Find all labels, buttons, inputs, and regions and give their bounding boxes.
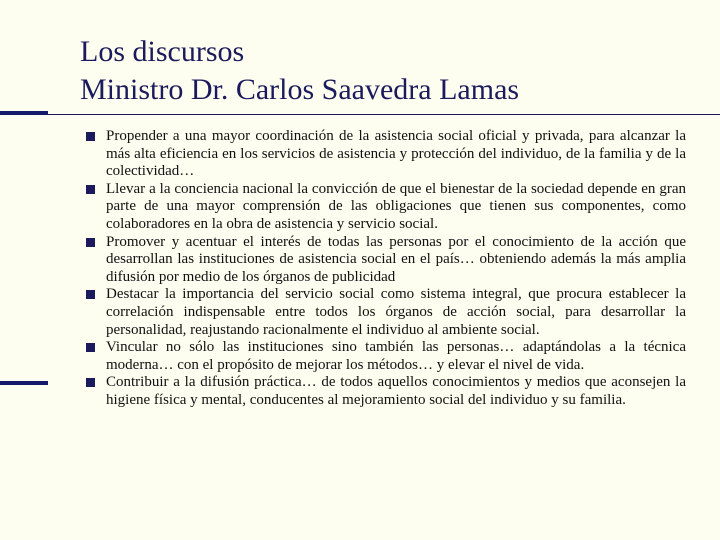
square-bullet-icon <box>86 378 95 387</box>
bullet-text: Propender a una mayor coordinación de la asistencia social oficial y privada, para alcanzar la más alta eficiencia en los servicios de asistencia y protección del individuo, de la familia y de la colectividad… <box>106 128 686 180</box>
bullet-item <box>86 181 686 234</box>
title-rule-accent <box>0 111 48 115</box>
title-line-2: Ministro Dr. Carlos Saavedra Lamas <box>80 73 520 106</box>
bullet-list <box>86 128 686 410</box>
bullet-text: Llevar a la conciencia nacional la convicción de que el bienestar de la sociedad depende en gran parte de una mayor comprensión de las obligaciones que tienen sus componentes, como colaboradores en la obra de asistencia y servicio social. <box>106 180 686 232</box>
bullet-item <box>86 234 686 287</box>
square-bullet-icon <box>86 343 95 352</box>
title-rule <box>48 114 720 115</box>
side-rule-accent <box>0 381 48 385</box>
bullet-text: Contribuir a la difusión práctica… de todos aquellos conocimientos y medios que aconsejen la higiene física y mental, conducentes al mejoramiento social del individuo y su familia. <box>106 374 686 408</box>
square-bullet-icon <box>86 132 95 141</box>
bullet-text: Destacar la importancia del servicio social como sistema integral, que procura establecer la correlación indispensable entre todos los órganos de acción social, para desarrollar la personalidad, reajustando racionalmente el individuo al ambiente social. <box>106 286 686 338</box>
bullet-item <box>86 286 686 339</box>
title-line-1: Los discursos <box>80 35 245 68</box>
square-bullet-icon <box>86 185 95 194</box>
square-bullet-icon <box>86 238 95 247</box>
bullet-item <box>86 128 686 181</box>
bullet-item <box>86 339 686 374</box>
bullet-text: Promover y acentuar el interés de todas las personas por el conocimiento de la acción que desarrollan las instituciones de asistencia social en el país… obteniendo además la más amplia difusión por medio de los órganos de publicidad <box>106 233 686 285</box>
bullet-text: Vincular no sólo las instituciones sino también las personas… adaptándolas a la técnica moderna… con el propósito de mejorar los métodos… y elevar el nivel de vida. <box>106 339 686 373</box>
bullet-item <box>86 374 686 409</box>
slide-title <box>80 33 700 109</box>
square-bullet-icon <box>86 290 95 299</box>
